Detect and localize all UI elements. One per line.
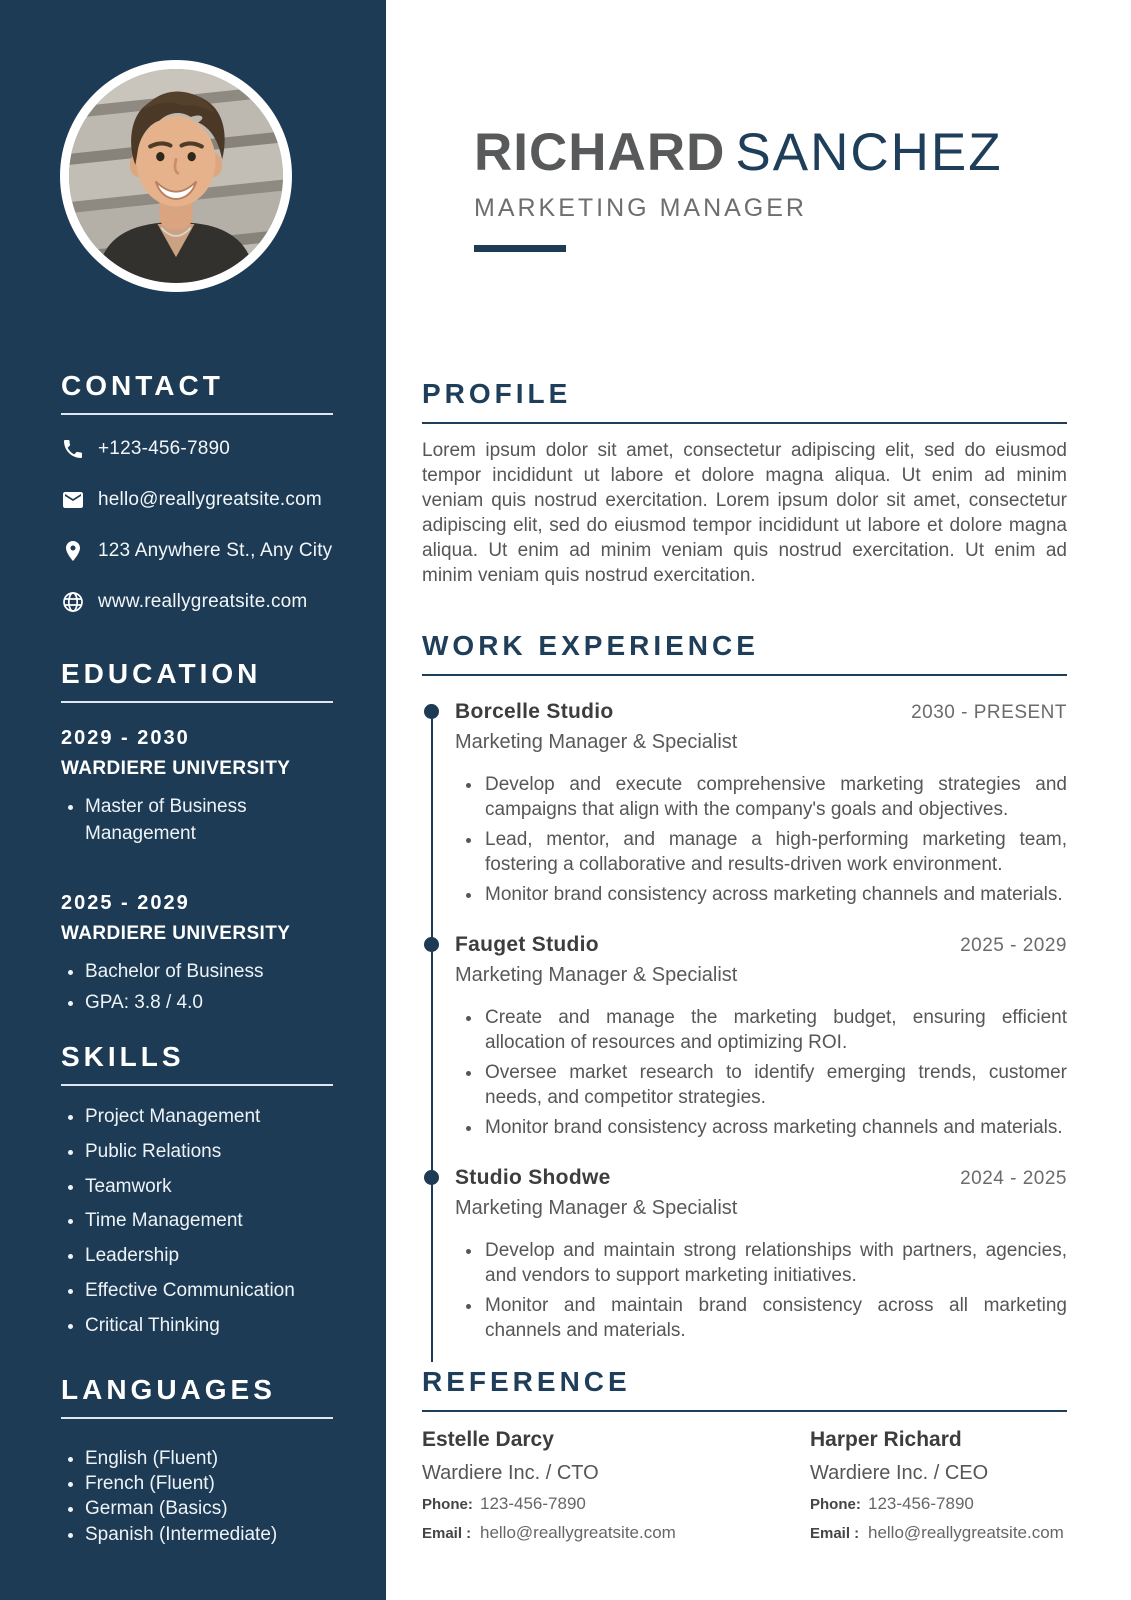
education-years: 2025 - 2029	[61, 891, 190, 914]
languages-list	[61, 1447, 333, 1546]
education-degree-item: • Master of Business Management	[85, 794, 333, 848]
languages-title: LANGUAGES	[61, 1374, 276, 1405]
reference-title: REFERENCE	[422, 1366, 631, 1397]
work-bullet: • Monitor brand consistency across marketing channels and materials.	[483, 1115, 1067, 1140]
email-label: Email :	[422, 1525, 472, 1542]
education-entry	[61, 892, 333, 1017]
phone-value: 123-456-7890	[480, 1494, 586, 1513]
language-item: • English (Fluent)	[85, 1447, 333, 1470]
contact-text: 123 Anywhere St., Any City	[98, 540, 333, 561]
skill-item: • Leadership	[85, 1245, 333, 1268]
work-entry-header	[455, 1166, 1067, 1190]
skills-divider	[61, 1084, 333, 1086]
profile-section	[422, 380, 1067, 588]
education-degree-item: • Bachelor of Business	[85, 959, 333, 986]
profile-divider	[422, 422, 1067, 424]
phone-value: 123-456-7890	[868, 1494, 974, 1513]
work-bullet: • Develop and maintain strong relationships with partners, agencies, and vendors to support marketing initiatives.	[483, 1238, 1067, 1288]
reference-divider	[422, 1410, 1067, 1412]
education-section	[61, 660, 333, 1021]
skill-item: • Effective Communication	[85, 1280, 333, 1303]
reference-entry	[422, 1428, 810, 1543]
company-name: Studio Shodwe	[455, 1166, 611, 1189]
contact-item	[61, 488, 333, 512]
first-name: RICHARD	[474, 123, 726, 182]
work-entry-header	[455, 933, 1067, 957]
contact-item	[61, 437, 333, 461]
reference-position: Wardiere Inc. / CTO	[422, 1462, 599, 1484]
work-bullet: • Create and manage the marketing budget, ensuring efficient allocation of resources and optimizing ROI.	[483, 1005, 1067, 1055]
education-years: 2029 - 2030	[61, 727, 190, 749]
work-dates: 2025 - 2029	[960, 935, 1067, 956]
language-item: • German (Basics)	[85, 1497, 333, 1520]
contact-item	[61, 539, 333, 563]
contact-text: www.reallygreatsite.com	[98, 591, 308, 612]
reference-phone	[810, 1494, 1067, 1514]
work-experience-title: WORK EXPERIENCE	[422, 630, 759, 661]
phone-label: Phone:	[422, 1496, 473, 1513]
work-entry-header	[455, 700, 1067, 724]
email-value: hello@reallygreatsite.com	[868, 1523, 1064, 1542]
education-school: WARDIERE UNIVERSITY	[61, 758, 291, 779]
work-bullet-list	[455, 1238, 1067, 1343]
work-experience-section	[422, 632, 1067, 1370]
reference-position: Wardiere Inc. / CEO	[810, 1462, 989, 1484]
work-bullet: • Monitor brand consistency across marketing channels and materials.	[483, 882, 1067, 907]
contact-item	[61, 590, 333, 614]
work-bullet: • Oversee market research to identify emerging trends, customer needs, and competitor strategies.	[483, 1060, 1067, 1110]
education-title: EDUCATION	[61, 658, 262, 689]
education-degree-item: • GPA: 3.8 / 4.0	[85, 990, 333, 1017]
work-bullet: • Lead, mentor, and manage a high-performing marketing team, fostering a collaborative and results-driven work environment.	[483, 827, 1067, 877]
contact-divider	[61, 413, 333, 415]
job-role: Marketing Manager & Specialist	[455, 1197, 738, 1219]
email-label: Email :	[810, 1525, 860, 1542]
globe-icon	[61, 590, 85, 614]
education-divider	[61, 701, 333, 703]
profile-text: Lorem ipsum dolor sit amet, consectetur adipiscing elit, sed do eiusmod tempor incididunt ut labore et dolore magna aliqua. Ut enim ad minim veniam quis nostrud exercitation. Lorem ipsum dolor sit amet, consectetur adipiscing elit, sed do eiusmod tempor incididunt ut labore et dolore magna aliqua. Ut enim ad minim veniam quis nostrud exercitation. Ut enim ad minim veniam quis nostrud exercitation.	[422, 440, 1067, 586]
reference-name: Estelle Darcy	[422, 1428, 554, 1451]
work-experience-timeline	[422, 700, 1067, 1370]
job-role: Marketing Manager & Specialist	[455, 964, 738, 986]
resume-header	[474, 124, 1003, 252]
email-value: hello@reallygreatsite.com	[480, 1523, 676, 1542]
skill-item: • Critical Thinking	[85, 1315, 333, 1338]
education-list	[61, 727, 333, 1017]
skill-item: • Public Relations	[85, 1141, 333, 1164]
location-icon	[61, 539, 85, 563]
job-role: Marketing Manager & Specialist	[455, 731, 738, 753]
skill-item: • Project Management	[85, 1106, 333, 1129]
education-degree-list	[61, 959, 333, 1017]
skill-item: • Time Management	[85, 1210, 333, 1233]
education-school: WARDIERE UNIVERSITY	[61, 922, 291, 944]
language-item: • Spanish (Intermediate)	[85, 1523, 333, 1546]
work-experience-entry	[422, 933, 1067, 1140]
profile-title: PROFILE	[422, 378, 572, 409]
reference-list	[422, 1428, 1067, 1543]
contact-title: CONTACT	[61, 370, 224, 401]
email-icon	[61, 488, 85, 512]
job-title: MARKETING MANAGER	[474, 194, 807, 223]
work-experience-entry	[422, 700, 1067, 907]
work-dates: 2024 - 2025	[960, 1168, 1067, 1189]
timeline-dot	[424, 704, 439, 719]
work-bullet: • Develop and execute comprehensive marketing strategies and campaigns that align with the company's goals and objectives.	[483, 772, 1067, 822]
work-bullet: • Monitor and maintain brand consistency across all marketing channels and materials.	[483, 1293, 1067, 1343]
language-item: • French (Fluent)	[85, 1472, 333, 1495]
education-degree-list	[61, 794, 333, 848]
reference-section	[422, 1368, 1067, 1543]
skills-title: SKILLS	[61, 1041, 185, 1072]
profile-photo-illustration	[69, 69, 283, 283]
timeline-dot	[424, 1170, 439, 1185]
skills-list	[61, 1106, 333, 1338]
reference-name: Harper Richard	[810, 1428, 962, 1451]
profile-photo	[60, 60, 292, 292]
contact-list	[61, 437, 333, 614]
sidebar	[0, 0, 386, 1600]
person-name	[474, 124, 1003, 182]
last-name: SANCHEZ	[735, 123, 1003, 182]
skills-section	[61, 1043, 333, 1350]
work-dates: 2030 - PRESENT	[911, 702, 1067, 723]
phone-label: Phone:	[810, 1496, 861, 1513]
contact-section	[61, 372, 333, 641]
work-bullet-list	[455, 1005, 1067, 1140]
company-name: Borcelle Studio	[455, 700, 614, 723]
languages-section	[61, 1376, 333, 1548]
phone-icon	[61, 437, 85, 461]
contact-text: +123-456-7890	[98, 438, 231, 459]
contact-text: hello@reallygreatsite.com	[98, 489, 322, 510]
work-experience-entry	[422, 1166, 1067, 1343]
education-entry	[61, 727, 333, 848]
timeline-dot	[424, 937, 439, 952]
work-experience-divider	[422, 674, 1067, 676]
header-accent-rule	[474, 245, 566, 252]
work-bullet-list	[455, 772, 1067, 907]
company-name: Fauget Studio	[455, 933, 599, 956]
reference-email	[810, 1523, 1067, 1543]
reference-entry	[810, 1428, 1067, 1543]
reference-email	[422, 1523, 810, 1543]
languages-divider	[61, 1417, 333, 1419]
reference-phone	[422, 1494, 810, 1514]
skill-item: • Teamwork	[85, 1176, 333, 1199]
